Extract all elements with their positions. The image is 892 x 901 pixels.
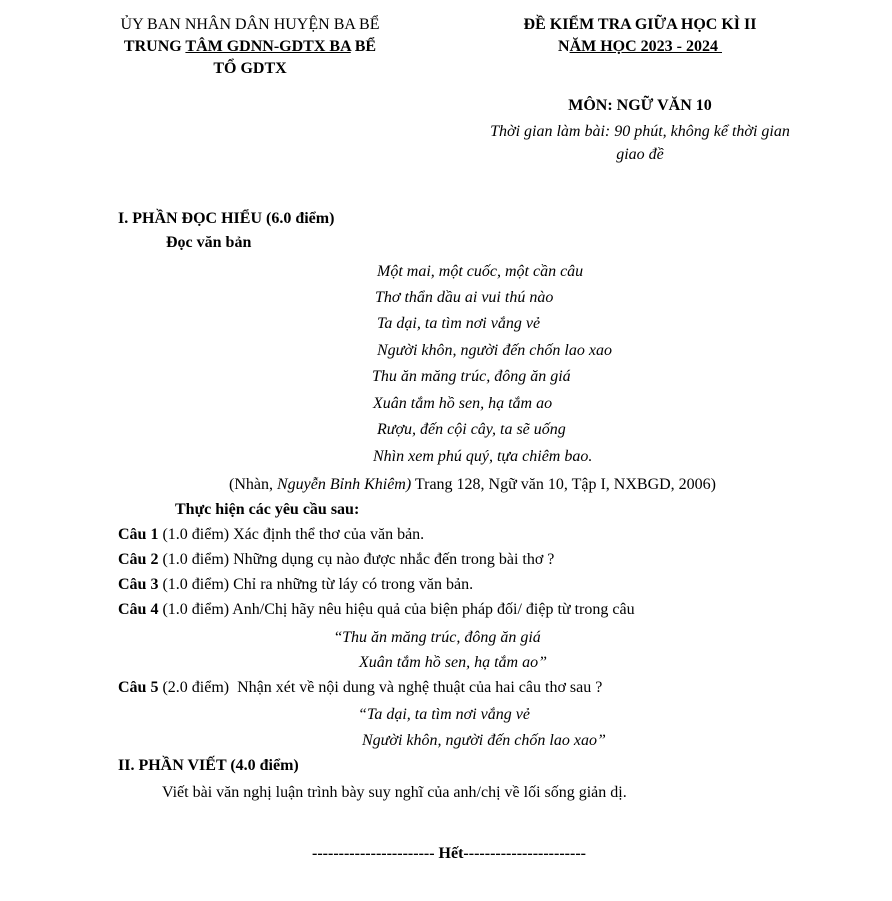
part1-subtitle: Đọc văn bản [166, 234, 252, 251]
header-center-name-post: BỂ [350, 38, 377, 55]
exam-title: ĐỀ KIỂM TRA GIỮA HỌC KÌ II [523, 16, 757, 33]
poem-source-post: Trang 128, Ngữ văn 10, Tập I, NXBGD, 2006) [411, 476, 716, 493]
question-label: Câu 3 [118, 576, 159, 593]
question-1 [118, 525, 424, 544]
poem-line: Thu ăn măng trúc, đông ăn giá [372, 368, 571, 385]
question-3 [118, 575, 473, 594]
q4-quote-open: “ [335, 629, 343, 646]
poem-line: Người khôn, người đến chốn lao xao [377, 342, 612, 359]
end-marker: ----------------------- Hết----------------------- [312, 845, 586, 862]
question-label: Câu 5 [118, 679, 159, 696]
question-label: Câu 4 [118, 601, 159, 618]
question-text: (1.0 điểm) Xác định thể thơ của văn bản. [158, 526, 425, 543]
part1-title: I. PHẦN ĐỌC HIỂU (6.0 điểm) [118, 210, 335, 227]
school-year [460, 36, 820, 58]
header-center-name [70, 36, 430, 58]
part2-title: II. PHẦN VIẾT (4.0 điểm) [118, 757, 299, 774]
header-center-name-pre: TRUNG [123, 38, 186, 55]
header-org-name: ỦY BAN NHÂN DÂN HUYỆN BA BỂ [120, 16, 380, 33]
header-right-block [460, 14, 820, 58]
poem-line: Một mai, một cuốc, một cần câu [377, 263, 584, 280]
poem-line: Ta dại, ta tìm nơi vắng vẻ [377, 315, 541, 332]
question-text: (1.0 điểm) Chỉ ra những từ láy có trong văn bản. [158, 576, 474, 593]
q5-quote-line2: Người khôn, người đến chốn lao xao” [362, 732, 606, 749]
poem-line: Nhìn xem phú quý, tựa chiêm bao. [373, 448, 593, 465]
poem-line: Xuân tắm hồ sen, hạ tắm ao [373, 395, 553, 412]
q5-quote-line1: “Ta dại, ta tìm nơi vắng vẻ [358, 706, 530, 723]
poem-source-pre: (Nhàn, [229, 476, 277, 493]
question-label: Câu 1 [118, 526, 159, 543]
question-4 [118, 600, 635, 619]
school-year-underlined: ĂM HỌC 2023 - 2024 [569, 38, 722, 55]
time-limit-line2: giao đề [616, 146, 664, 163]
header-left-block [70, 14, 430, 80]
part2-prompt: Viết bài văn nghị luận trình bày suy nghĩ của anh/chị về lối sống giản dị. [162, 784, 627, 801]
school-year-pre: N [558, 38, 570, 55]
poem-line: Thơ thẩn dầu ai vui thú nào [375, 289, 554, 306]
question-label: Câu 2 [118, 551, 159, 568]
question-2 [118, 550, 554, 569]
header-group-name: TỔ GDTX [213, 60, 287, 77]
poem-source [229, 475, 716, 494]
q4-quote-text: Thu ăn măng trúc, đông ăn giá [342, 629, 541, 646]
instruction-heading: Thực hiện các yêu cầu sau: [175, 501, 360, 518]
question-text: (1.0 điểm) Những dụng cụ nào được nhắc đến trong bài thơ ? [158, 551, 555, 568]
time-limit-line1: Thời gian làm bài: 90 phút, không kể thời gian [490, 123, 790, 140]
q4-quote-line1 [335, 628, 541, 647]
question-5 [118, 678, 602, 697]
poem-line: Rượu, đến cội cây, ta sẽ uống [377, 421, 566, 438]
q4-quote-line2: Xuân tắm hồ sen, hạ tắm ao” [359, 654, 547, 671]
poem-source-author: Nguyễn Bỉnh Khiêm) [276, 476, 412, 493]
question-text: (2.0 điểm) Nhận xét về nội dung và nghệ thuật của hai câu thơ sau ? [158, 679, 603, 696]
header-center-name-underlined: TÂM GDNN-GDTX BA [185, 38, 351, 55]
subject-title: MÔN: NGỮ VĂN 10 [568, 97, 712, 114]
question-text: (1.0 điểm) Anh/Chị hãy nêu hiệu quả của biện pháp đối/ điệp từ trong câu [158, 601, 635, 618]
